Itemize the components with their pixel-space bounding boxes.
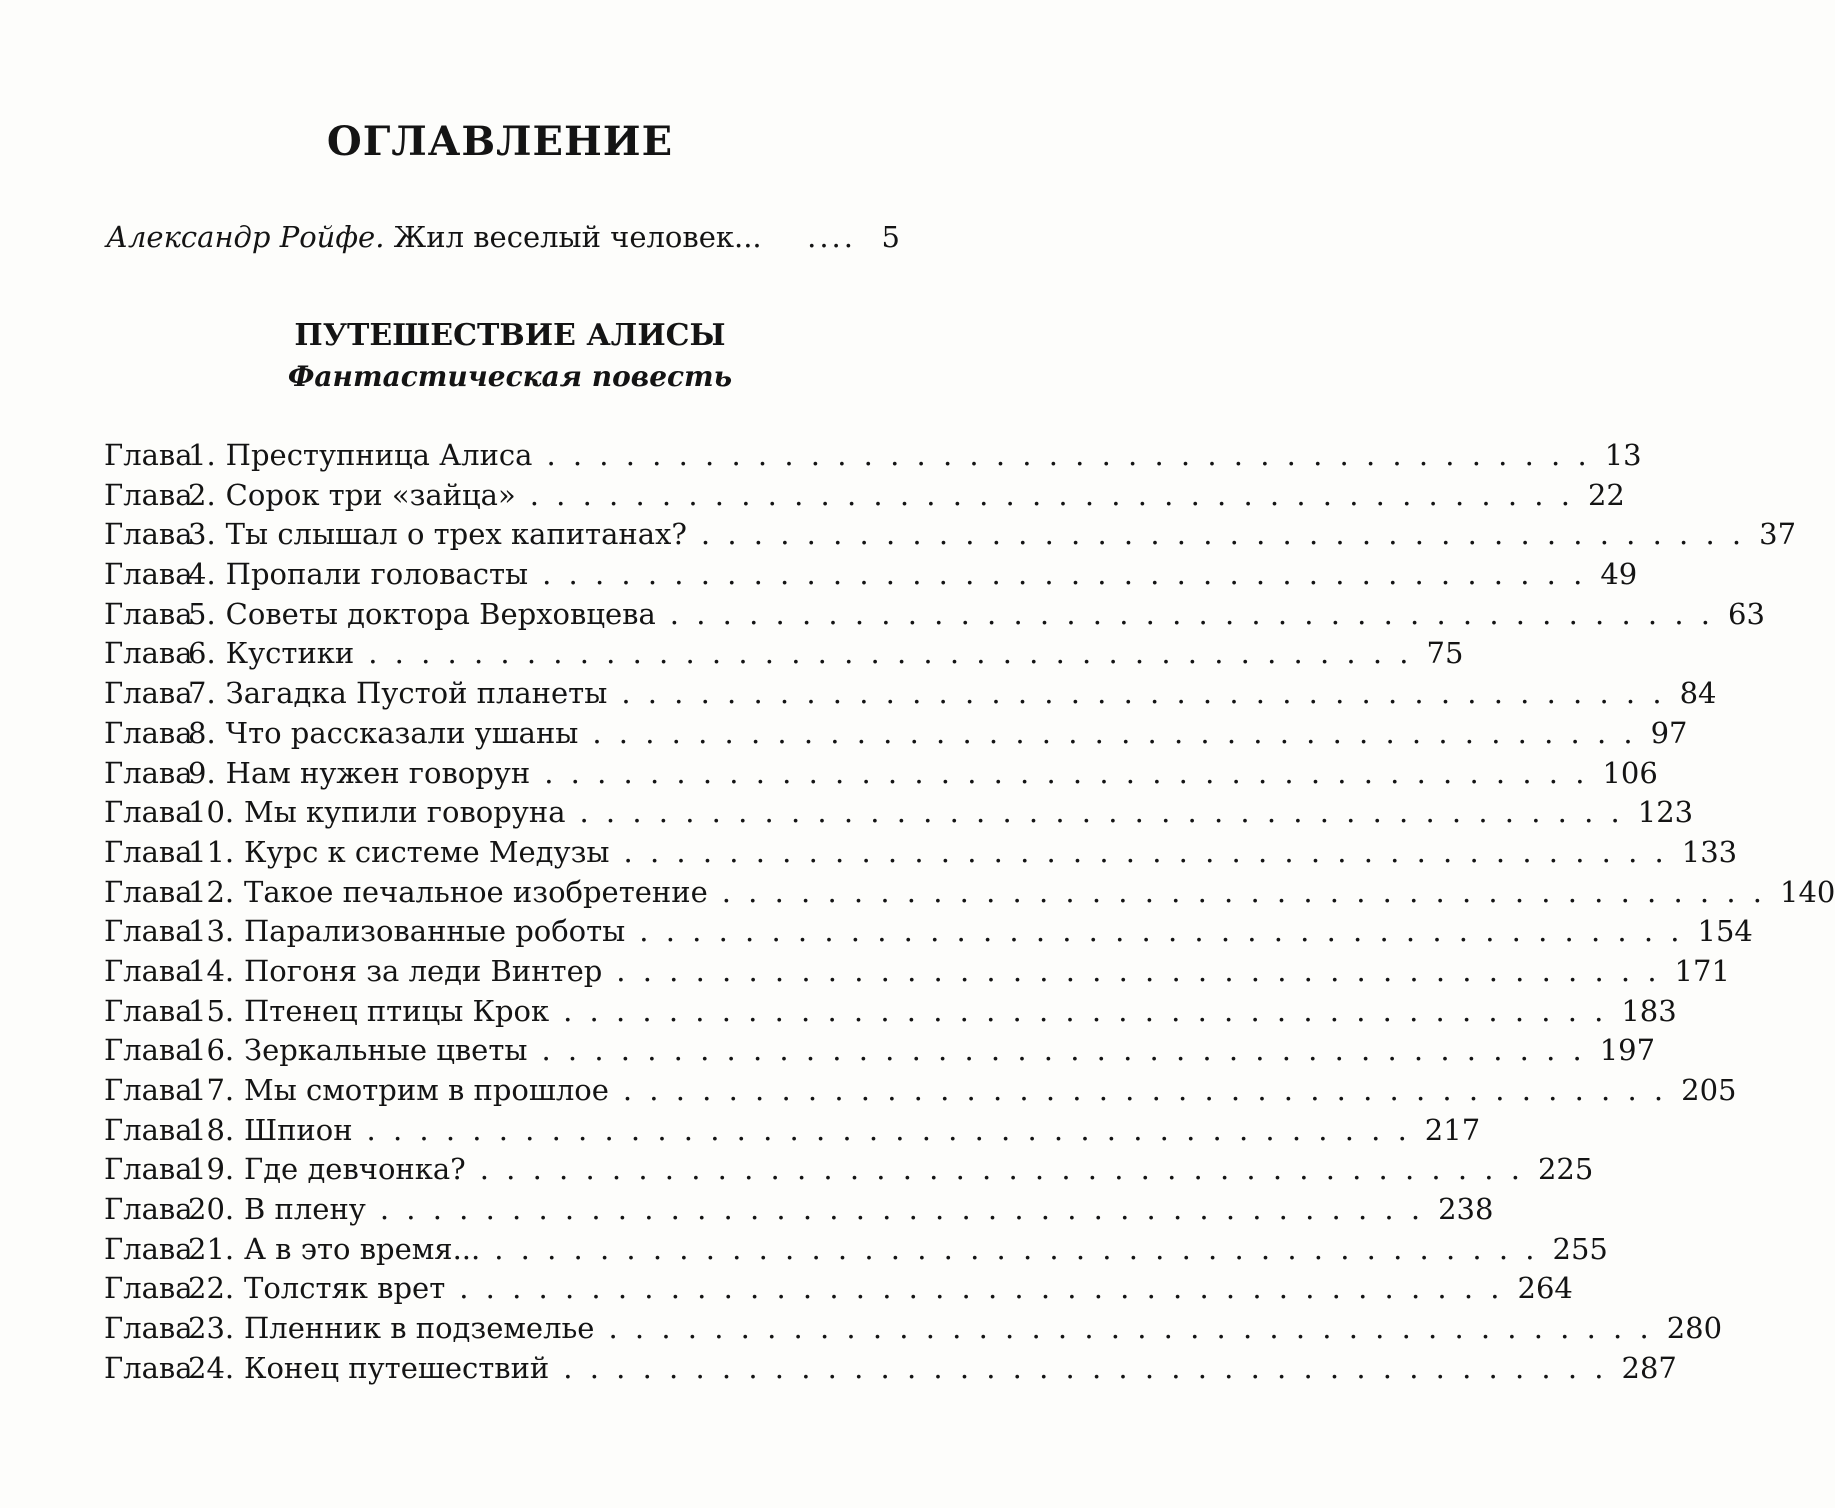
chapter-number: 23. [188, 1311, 235, 1346]
chapter-entry [104, 517, 1797, 557]
chapter-title: Сорок три «зайца» [225, 477, 516, 512]
chapter-page-number: 287 [1621, 1350, 1677, 1385]
chapter-number: 8. [188, 715, 216, 750]
dot-leader: . . . . . . . . . . . . . . . . . . . . . . . . . . . . . . . . . . . . . . . . [700, 517, 1746, 552]
chapter-number: 24. [188, 1350, 235, 1385]
chapter-number: 18. [188, 1112, 235, 1147]
chapter-title: Шпион [244, 1112, 353, 1147]
contents-heading: ОГЛАВЛЕНИЕ [326, 118, 674, 165]
chapter-number: 15. [188, 993, 235, 1028]
chapter-title: Советы доктора Верховцева [225, 596, 656, 631]
chapter-entry [104, 795, 1694, 835]
dot-leader: . . . . . . . . . . . . . . . . . . . . . . . . . . . . . . . . . . . . . . . . [544, 755, 1589, 790]
chapter-title: Парализованные роботы [244, 914, 626, 949]
dot-leader: . . . . . . . . . . . . . . . . . . . . . . . . . . . . . . . . . . . . . . . . [616, 953, 1661, 988]
chapter-number: 13. [188, 914, 235, 949]
chapter-page-number: 197 [1599, 1033, 1656, 1068]
preface-entry [106, 220, 900, 254]
chapter-page-number: 154 [1697, 914, 1753, 949]
chapter-page-number: 140 [1780, 874, 1835, 909]
dot-leader: . . . . . . . . . . . . . . . . . . . . . . . . . . . . . . . . . . . . . . . . [721, 874, 1766, 909]
chapter-entry [104, 914, 1753, 954]
chapter-page-number: 84 [1679, 676, 1717, 711]
chapter-label: Глава [104, 477, 193, 512]
chapter-entry [104, 1073, 1737, 1113]
chapter-title: Кустики [225, 636, 355, 671]
chapter-entry [104, 1112, 1481, 1153]
chapter-list [104, 438, 1835, 1391]
chapter-entry [104, 1192, 1494, 1232]
chapter-page-number: 264 [1517, 1271, 1573, 1306]
chapter-title: Мы купили говоруна [244, 795, 566, 830]
chapter-number: 12. [188, 874, 235, 909]
chapter-label: Глава [104, 1073, 193, 1107]
chapter-title: Загадка Пустой планеты [225, 676, 608, 711]
dot-leader: . . . . . . . . . . . . . . . . . . . . . . . . . . . . . . . . . . . . . . . . [494, 1231, 1539, 1266]
dot-leader: . . . . . . . . . . . . . . . . . . . . . . . . . . . . . . . . . . . . . . . . [379, 1192, 1425, 1227]
chapter-title: Пленник в подземелье [244, 1311, 595, 1346]
chapter-entry [104, 874, 1835, 915]
chapter-page-number: 225 [1537, 1152, 1594, 1187]
chapter-entry [104, 477, 1625, 518]
section-title: ПУТЕШЕСТВИЕ АЛИСЫ [294, 318, 726, 353]
chapter-page-number: 123 [1637, 795, 1694, 830]
dot-leader: . . . . . . . . . . . . . . . . . . . . . . . . . . . . . . . . . . . . . . . . [622, 1073, 1668, 1107]
chapter-label: Глава [104, 834, 193, 869]
dot-leader: . . . . . . . . . . . . . . . . . . . . . . . . . . . . . . . . . . . . . . . . [592, 715, 1637, 750]
chapter-number: 6. [188, 636, 216, 671]
chapter-number: 17. [188, 1073, 235, 1107]
chapter-page-number: 238 [1438, 1192, 1494, 1227]
chapter-page-number: 75 [1426, 636, 1464, 671]
chapter-page-number: 49 [1600, 557, 1638, 592]
chapter-label: Глава [104, 1112, 193, 1147]
chapter-label: Глава [104, 596, 193, 631]
chapter-page-number: 22 [1587, 477, 1625, 512]
chapter-entry [104, 993, 1677, 1034]
chapter-entry [104, 715, 1688, 756]
chapter-entry [104, 834, 1738, 875]
dot-leader: . . . . . . . . . . . . . . . . . . . . . . . . . . . . . . . . . . . . . . . . [623, 834, 1668, 869]
chapter-title: Зеркальные цветы [244, 1033, 528, 1068]
chapter-entry [104, 438, 1642, 478]
dot-leader: .... [807, 220, 856, 254]
chapter-label: Глава [104, 795, 193, 830]
chapter-title: А в это время... [244, 1231, 481, 1266]
chapter-title: Ты слышал о трех капитанах? [225, 517, 687, 552]
chapter-entry [104, 636, 1464, 676]
chapter-label: Глава [104, 1231, 193, 1266]
chapter-label: Глава [104, 1033, 193, 1068]
chapter-title: Где девчонка? [244, 1152, 466, 1187]
chapter-label: Глава [104, 676, 193, 711]
chapter-label: Глава [104, 1311, 193, 1346]
chapter-label: Глава [104, 993, 193, 1028]
chapter-page-number: 280 [1666, 1311, 1723, 1346]
chapter-entry [104, 596, 1765, 637]
chapter-title: В плену [244, 1192, 366, 1227]
chapter-label: Глава [104, 1192, 193, 1227]
chapter-number: 3. [188, 517, 216, 552]
preface-page-number: 5 [881, 220, 900, 254]
chapter-title: Мы смотрим в прошлое [244, 1073, 609, 1107]
section-subtitle: Фантастическая повесть [287, 360, 733, 393]
chapter-page-number: 217 [1424, 1112, 1481, 1147]
dot-leader: . . . . . . . . . . . . . . . . . . . . . . . . . . . . . . . . . . . . . . . . [542, 557, 1587, 592]
dot-leader: . . . . . . . . . . . . . . . . . . . . . . . . . . . . . . . . . . . . . . . . [579, 795, 1624, 830]
chapter-page-number: 13 [1604, 438, 1642, 472]
chapter-page-number: 106 [1602, 755, 1658, 790]
chapter-entry [104, 1231, 1608, 1272]
chapter-entry [104, 676, 1717, 716]
dot-leader: . . . . . . . . . . . . . . . . . . . . . . . . . . . . . . . . . . . . . . . . [529, 477, 1574, 512]
chapter-title: Толстяк врет [244, 1271, 446, 1306]
chapter-page-number: 37 [1759, 517, 1797, 552]
chapter-title: Погоня за леди Винтер [244, 953, 603, 988]
chapter-title: Курс к системе Медузы [244, 834, 610, 869]
chapter-number: 5. [188, 596, 216, 631]
chapter-page-number: 133 [1681, 834, 1738, 869]
chapter-number: 10. [188, 795, 235, 830]
chapter-title: Нам нужен говорун [225, 755, 531, 790]
chapter-number: 9. [188, 755, 216, 790]
chapter-label: Глава [104, 1271, 193, 1306]
chapter-title: Такое печальное изобретение [244, 874, 708, 909]
chapter-page-number: 97 [1650, 715, 1688, 750]
dot-leader: . . . . . . . . . . . . . . . . . . . . . . . . . . . . . . . . . . . . . . . . [459, 1271, 1504, 1306]
chapter-entry [104, 557, 1638, 597]
dot-leader: . . . . . . . . . . . . . . . . . . . . . . . . . . . . . . . . . . . . . . . . [546, 438, 1591, 472]
chapter-number: 22. [188, 1271, 235, 1306]
chapter-label: Глава [104, 715, 193, 750]
dot-leader: . . . . . . . . . . . . . . . . . . . . . . . . . . . . . . . . . . . . . . . . [563, 1350, 1608, 1385]
chapter-label: Глава [104, 517, 193, 552]
dot-leader: . . . . . . . . . . . . . . . . . . . . . . . . . . . . . . . . . . . . . . . . [479, 1152, 1524, 1187]
chapter-page-number: 205 [1681, 1073, 1737, 1107]
chapter-number: 1. [188, 438, 216, 472]
chapter-title: Пропали головасты [225, 557, 529, 592]
chapter-number: 20. [188, 1192, 235, 1227]
dot-leader: . . . . . . . . . . . . . . . . . . . . . . . . . . . . . . . . . . . . . . . . [366, 1112, 1411, 1147]
chapter-entry [104, 1311, 1723, 1351]
dot-leader: . . . . . . . . . . . . . . . . . . . . . . . . . . . . . . . . . . . . . . . . [563, 993, 1608, 1028]
chapter-number: 2. [188, 477, 216, 512]
chapter-entry [104, 953, 1730, 994]
chapter-entry [104, 1271, 1573, 1311]
chapter-number: 7. [188, 676, 216, 711]
chapter-number: 21. [188, 1231, 235, 1266]
preface-author: Александр Ройфе. [106, 220, 385, 254]
dot-leader: . . . . . . . . . . . . . . . . . . . . . . . . . . . . . . . . . . . . . . . . [608, 1311, 1653, 1346]
chapter-label: Глава [104, 438, 193, 472]
chapter-page-number: 171 [1674, 953, 1730, 988]
chapter-page-number: 63 [1728, 596, 1765, 631]
chapter-number: 19. [188, 1152, 235, 1187]
dot-leader: . . . . . . . . . . . . . . . . . . . . . . . . . . . . . . . . . . . . . . . . [368, 636, 1413, 671]
chapter-number: 4. [188, 557, 216, 592]
chapter-label: Глава [104, 914, 193, 949]
chapter-title: Птенец птицы Крок [244, 993, 550, 1028]
chapter-entry [104, 1152, 1594, 1192]
chapter-entry [104, 1033, 1656, 1073]
chapter-number: 14. [188, 953, 235, 988]
chapter-title: Что рассказали ушаны [225, 715, 579, 750]
chapter-title: Конец путешествий [244, 1350, 550, 1385]
chapter-entry [104, 755, 1658, 796]
chapter-label: Глава [104, 755, 193, 790]
dot-leader: . . . . . . . . . . . . . . . . . . . . . . . . . . . . . . . . . . . . . . . . [639, 914, 1684, 949]
chapter-entry [104, 1350, 1677, 1391]
dot-leader: . . . . . . . . . . . . . . . . . . . . . . . . . . . . . . . . . . . . . . . . [541, 1033, 1586, 1068]
chapter-title: Преступница Алиса [225, 438, 533, 472]
dot-leader: . . . . . . . . . . . . . . . . . . . . . . . . . . . . . . . . . . . . . . . . [621, 676, 1666, 711]
dot-leader: . . . . . . . . . . . . . . . . . . . . . . . . . . . . . . . . . . . . . . . . [669, 596, 1715, 631]
chapter-label: Глава [104, 953, 193, 988]
chapter-page-number: 183 [1621, 993, 1677, 1028]
chapter-label: Глава [104, 557, 193, 592]
chapter-number: 16. [188, 1033, 235, 1068]
chapter-number: 11. [188, 834, 235, 869]
preface-title: Жил веселый человек... [384, 220, 762, 254]
chapter-label: Глава [104, 1350, 193, 1385]
chapter-page-number: 255 [1552, 1231, 1608, 1266]
chapter-label: Глава [104, 1152, 193, 1187]
chapter-label: Глава [104, 874, 193, 909]
chapter-label: Глава [104, 636, 193, 671]
